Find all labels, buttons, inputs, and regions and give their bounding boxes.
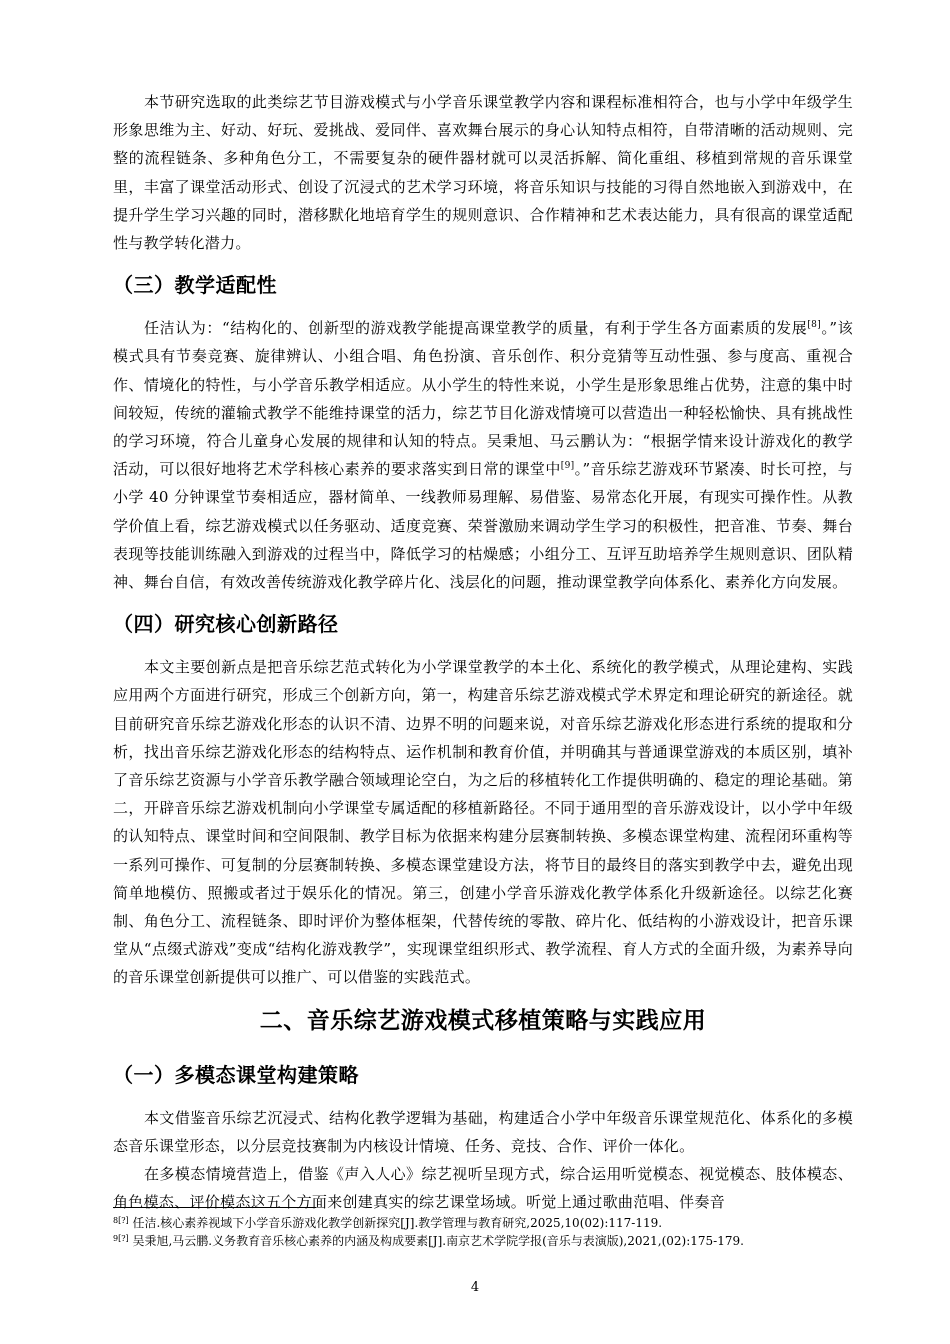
citation-9[interactable]: [9]	[560, 461, 575, 472]
paragraph-innovation-path: 本文主要创新点是把音乐综艺范式转化为小学课堂教学的本土化、系统化的教学模式，从理论建构、实践应用两个方面进行研究，形成三个创新方向，第一，构建音乐综艺游戏模式学术界定和理论研究的新途径。就目前研究音乐综艺游戏化形态的认识不清、边界不明的问题来说，对音乐综艺游戏化形态进行系统的提取和分析，找出音乐综艺游戏化形态的结构特点、运作机制和教育价值，并明确其与普通课堂游戏的本质区别，填补了音乐综艺资源与小学音乐教学融合领域理论空白，为之后的移植转化工作提供明确的、稳定的理论基础。第二，开辟音乐综艺游戏机制向小学课堂专属适配的移植新路径。不同于通用型的音乐游戏设计，以小学中年级的认知特点、课堂时间和空间限制、教学目标为依据来构建分层赛制转换、多模态课堂构建、流程闭环重构等一系列可操作、可复制的分层赛制转换、多模态课堂建设方法，将节目的最终目的落实到教学中去，避免出现简单地模仿、照搬或者过于娱乐化的情况。第三，创建小学音乐游戏化教学体系化升级新途径。以综艺化赛制、角色分工、流程链条、即时评价为整体框架，代替传统的零散、碎片化、低结构的小游戏设计，把音乐课堂从“点缀式游戏”变成“结构化游戏教学”，实现课堂组织形式、教学流程、育人方式的全面升级，为素养导向的音乐课堂创新提供可以推广、可以借鉴的实践范式。	[113, 658, 853, 987]
footnote-separator	[113, 1207, 316, 1208]
section-heading-innovation-path: （四）研究核心创新路径	[113, 612, 339, 637]
paragraph-multimodal-2: 在多模态情境营造上，借鉴《声入人心》综艺视听呈现方式，综合运用听觉模态、视觉模态、肢体模态、角色模态、评价模态这五个方面来创建真实的综艺课堂场域。听觉上通过歌曲范唱、伴奏音	[113, 1165, 853, 1212]
footnotes	[113, 1214, 853, 1250]
section-heading-teaching-fit: （三）教学适配性	[113, 273, 277, 298]
footnote-9-text: 吴秉旭,马云鹏.义务教育音乐核心素养的内涵及构成要素[J].南京艺术学院学报(音乐与表演版),2021,(02):175-179.	[132, 1234, 744, 1248]
citation-8[interactable]: [8]	[807, 320, 822, 331]
paragraph-teaching-fit-part1: 任洁认为：“结构化的、创新型的游戏教学能提高课堂教学的质量，有利于学生各方面素质的发展	[144, 319, 808, 338]
paragraph-teaching-fit-part3: 。”音乐综艺游戏环节紧凑、时长可控，与小学 40 分钟课堂节奏相适应，器材简单、一线教师易理解、易借鉴、易常态化开展，有现实可操作性。从教学价值上看，综艺游戏模式以任务驱动、适度竞赛、荣誉激励来调动学生学习的积极性，把音准、节奏、舞台表现等技能训练融入到游戏的过程当中，降低学习的枯燥感；小组分工、互评互助培养学生规则意识、团队精神、舞台自信，有效改善传统游戏化教学碎片化、浅层化的问题，推动课堂教学向体系化、素养化方向发展。	[113, 460, 854, 592]
footnote-8	[113, 1214, 853, 1232]
footnote-9-mark: 9[?]	[113, 1234, 129, 1243]
body-text	[113, 88, 853, 1217]
section-heading-multimodal: （一）多模态课堂构建策略	[113, 1062, 359, 1087]
chapter-heading-2: 二、音乐综艺游戏模式移植策略与实践应用	[259, 1007, 707, 1034]
paragraph-teaching-fit-part2: 。”该模式具有节奏竞赛、旋律辨认、小组合唱、角色扮演、音乐创作、积分竞猜等互动性强、参与度高、重视合作、情境化的特性，与小学音乐教学相适应。从小学生的特性来说，小学生是形象思维占优势，注意的集中时间较短，传统的灌输式教学不能维持课堂的活力，综艺节目化游戏情境可以营造出一种轻松愉快、具有挑战性的学习环境，符合儿童身心发展的规律和认知的特点。吴秉旭、马云鹏认为：“根据学情来设计游戏化的教学活动，可以很好地将艺术学科核心素养的要求落实到日常的课堂中	[113, 319, 853, 479]
paragraph-multimodal-1: 本文借鉴音乐综艺沉浸式、结构化教学逻辑为基础，构建适合小学中年级音乐课堂规范化、体系化的多模态音乐课堂形态，以分层竞技赛制为内核设计情境、任务、竞技、合作、评价一体化。	[113, 1108, 853, 1155]
footnote-9	[113, 1232, 853, 1250]
paragraph-teaching-fit	[113, 314, 853, 596]
footnote-8-mark: 8[?]	[113, 1216, 129, 1225]
paragraph-intro: 本节研究选取的此类综艺节目游戏模式与小学音乐课堂教学内容和课程标准相符合，也与小学中年级学生形象思维为主、好动、好玩、爱挑战、爱同伴、喜欢舞台展示的身心认知特点相符，自带清晰的活动规则、完整的流程链条、多种角色分工，不需要复杂的硬件器材就可以灵活拆解、简化重组、移植到常规的音乐课堂里，丰富了课堂活动形式、创设了沉浸式的艺术学习环境，将音乐知识与技能的习得自然地嵌入到游戏中，在提升学生学习兴趣的同时，潜移默化地培育学生的规则意识、合作精神和艺术表达能力，具有很高的课堂适配性与教学转化潜力。	[113, 93, 853, 253]
page-number: 4	[470, 1280, 480, 1295]
footnote-8-text: 任洁.核心素养视域下小学音乐游戏化教学创新探究[J].教学管理与教育研究,2025,10(02):117-119.	[132, 1216, 663, 1230]
